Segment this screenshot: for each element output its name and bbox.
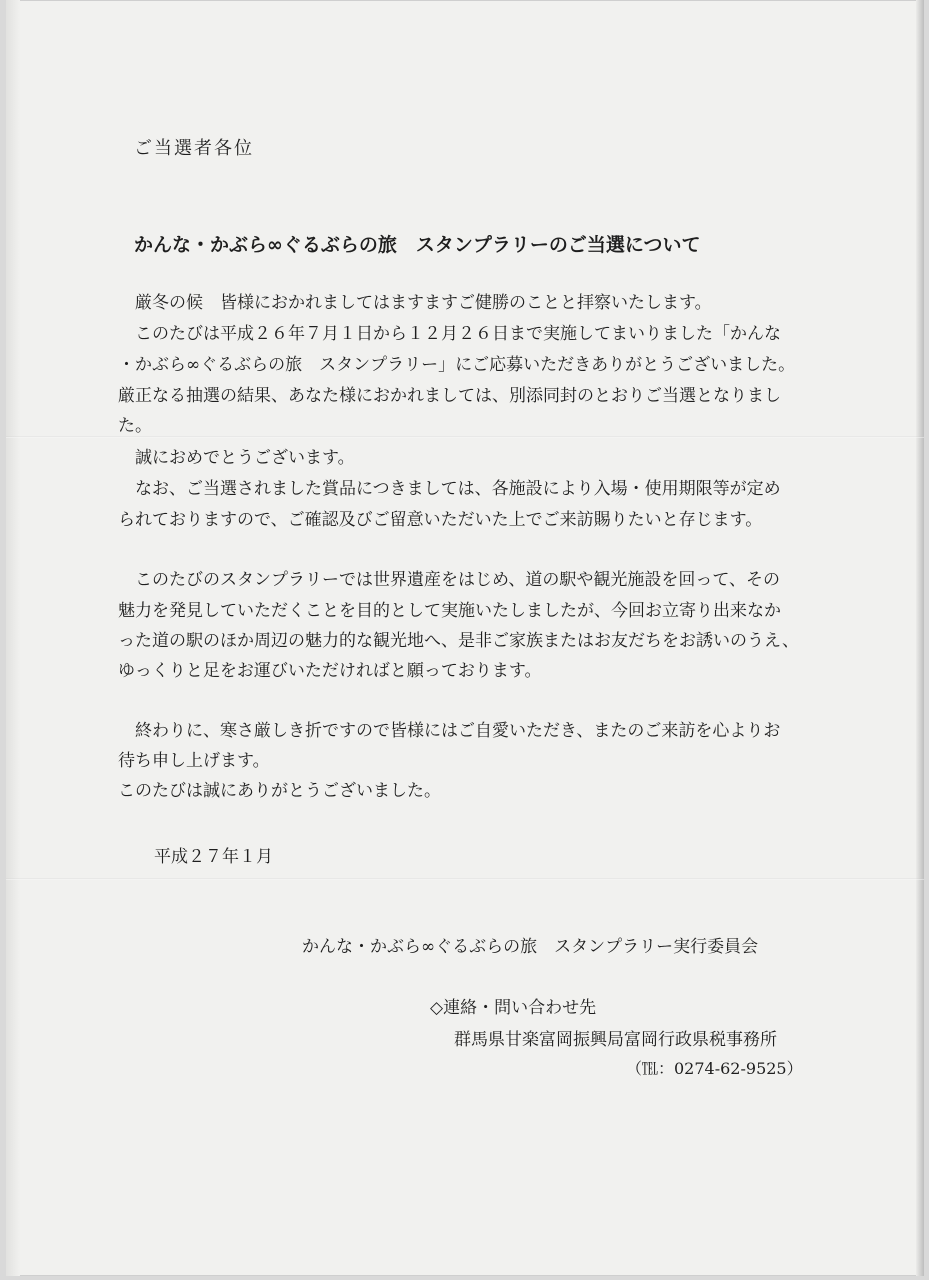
letter-sheet	[6, 0, 924, 1276]
body-line: このたびのスタンプラリーでは世界遺産をはじめ、道の駅や観光施設を回って、その	[118, 570, 780, 590]
body-line: られておりますので、ご確認及びご留意いただいた上でご来訪賜りたいと存じます。	[118, 510, 763, 530]
paper-edge-right	[916, 0, 924, 1276]
phone-number: （℡：0274-62-9525）	[626, 1059, 803, 1078]
body-line: 魅力を発見していただくことを目的として実施いたしましたが、今回お立寄り出来なか	[118, 601, 781, 621]
body-line: た。	[118, 416, 152, 436]
letter-title: かんな・かぶら∞ぐるぶらの旅 スタンプラリーのご当選について	[134, 234, 701, 256]
body-line: ゆっくりと足をお運びいただければと願っております。	[118, 661, 542, 681]
body-line: った道の駅のほか周辺の魅力的な観光地へ、是非ご家族またはお友だちをお誘いのうえ、	[118, 631, 800, 651]
paper-edge-left	[6, 0, 20, 1276]
committee-name: かんな・かぶら∞ぐるぶらの旅 スタンプラリー実行委員会	[302, 937, 759, 957]
body-line: 終わりに、寒さ厳しき折ですので皆様にはご自愛いただき、またのご来訪を心よりお	[118, 721, 781, 741]
body-line: 待ち申し上げます。	[118, 751, 270, 771]
body-line: このたびは誠にありがとうございました。	[118, 781, 441, 801]
body-line: なお、ご当選されました賞品につきましては、各施設により入場・使用期限等が定め	[118, 479, 781, 499]
salutation: ご当選者各位	[134, 138, 254, 159]
contact-label: ◇連絡・問い合わせ先	[430, 998, 597, 1018]
office-name: 群馬県甘楽富岡振興局富岡行政県税事務所	[454, 1030, 777, 1050]
body-line: 厳冬の候 皆様におかれましてはますますご健勝のことと拝察いたします。	[118, 293, 712, 313]
body-line: ・かぶら∞ぐるぶらの旅 スタンプラリー」にご応募いただきありがとうございました。	[118, 355, 796, 375]
body-line: 誠におめでとうございます。	[118, 448, 355, 468]
body-line: このたびは平成２６年７月１日から１２月２６日まで実施してまいりました「かんな	[118, 324, 781, 344]
letter-date: 平成２７年１月	[154, 847, 273, 867]
body-line: 厳正なる抽選の結果、あなた様におかれましては、別添同封のとおりご当選となりまし	[118, 386, 781, 406]
paper-fold-line	[6, 878, 924, 880]
